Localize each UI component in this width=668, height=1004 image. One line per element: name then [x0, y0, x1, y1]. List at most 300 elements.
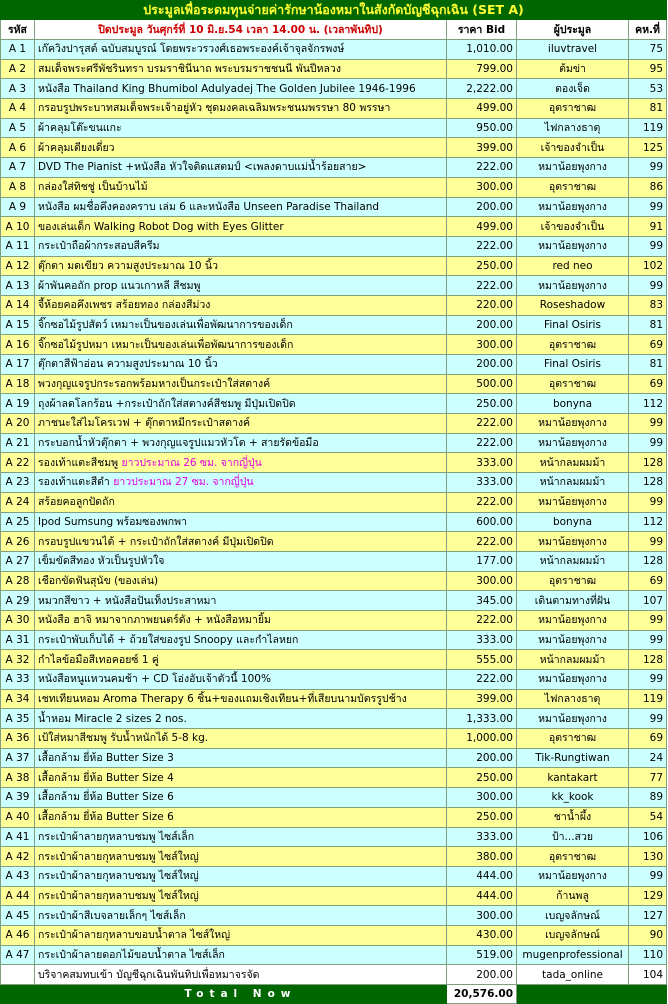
item-name: กระเป๋าผ้าลายกุหลาบขอบน้ำตาล ไซส์ใหญ่: [38, 929, 231, 942]
item-code: A 3: [1, 79, 35, 99]
comment-number: 95: [629, 59, 667, 79]
item-name: จิ๊กซอไม้รูปหมา เหมาะเป็นของเล่นเพื่อพัฒนาการของเด็ก: [38, 338, 294, 351]
item-code: A 23: [1, 473, 35, 493]
table-row: [1, 768, 667, 788]
bid-price: 250.00: [447, 768, 517, 788]
item-code: A 6: [1, 138, 35, 158]
bid-price: 200.00: [447, 748, 517, 768]
bid-price: 499.00: [447, 217, 517, 237]
item-description: [35, 512, 447, 532]
item-code: A 8: [1, 177, 35, 197]
item-description: [35, 158, 447, 178]
table-row: [1, 788, 667, 808]
item-name: พวงกุญแจรูปกระรอกพร้อมหางเป็นกระเป๋าใส่สตางค์: [38, 378, 271, 391]
item-code: A 11: [1, 236, 35, 256]
comment-number: 99: [629, 236, 667, 256]
item-code: [1, 965, 35, 985]
item-name: กระบอกน้ำหัวตุ๊กตา + พวงกุญแจรูปแมวหัวโต + สายรัดข้อมือ: [38, 437, 319, 450]
table-row: [1, 571, 667, 591]
item-code: A 30: [1, 610, 35, 630]
comment-number: 99: [629, 630, 667, 650]
table-row: [1, 965, 667, 985]
item-code: A 45: [1, 906, 35, 926]
item-description: [35, 906, 447, 926]
item-description: [35, 256, 447, 276]
item-code: A 44: [1, 886, 35, 906]
item-code: A 19: [1, 394, 35, 414]
comment-number: 54: [629, 807, 667, 827]
item-code: A 5: [1, 118, 35, 138]
item-code: A 32: [1, 650, 35, 670]
item-description: [35, 591, 447, 611]
bid-price: 799.00: [447, 59, 517, 79]
item-code: A 39: [1, 788, 35, 808]
comment-number: 104: [629, 965, 667, 985]
item-name: จี้ห้อยคอคึงเพชร สร้อยทอง กล่องสีม่วง: [38, 299, 211, 312]
table-row: [1, 138, 667, 158]
table-row: [1, 945, 667, 965]
item-description: [35, 551, 447, 571]
item-code: A 24: [1, 492, 35, 512]
item-code: A 35: [1, 709, 35, 729]
comment-number: 86: [629, 177, 667, 197]
table-row: [1, 177, 667, 197]
bidder-name: เบญจลักษณ์: [517, 925, 629, 945]
comment-number: 99: [629, 158, 667, 178]
bidder-name: หน้ากลมผมม้า: [517, 551, 629, 571]
table-row: [1, 118, 667, 138]
item-description: [35, 374, 447, 394]
table-row: [1, 886, 667, 906]
item-code: A 22: [1, 453, 35, 473]
table-row: [1, 925, 667, 945]
table-row: [1, 591, 667, 611]
comment-number: 112: [629, 512, 667, 532]
bidder-name: ก้านพลู: [517, 886, 629, 906]
item-name: เสื้อกล้าม ยี่ห้อ Butter Size 3: [38, 752, 174, 765]
bid-price: 222.00: [447, 433, 517, 453]
item-name: กระเป๋าผ้าลายกุหลาบชมพู ไซส์ใหญ่: [38, 889, 199, 902]
bid-price: 2,222.00: [447, 79, 517, 99]
bidder-name: อุตราชาฒ: [517, 374, 629, 394]
item-name: หมวกสีขาว + หนังสือปันเท็งประสาหมา: [38, 594, 217, 607]
table-row: [1, 433, 667, 453]
table-row: [1, 807, 667, 827]
table-row: [1, 473, 667, 493]
total-spacer: [1, 985, 35, 1004]
table-row: [1, 670, 667, 690]
table-row: [1, 79, 667, 99]
bidder-name: หน้ากลมผมม้า: [517, 473, 629, 493]
bid-price: 222.00: [447, 276, 517, 296]
comment-number: 90: [629, 925, 667, 945]
comment-number: 89: [629, 788, 667, 808]
table-row: [1, 689, 667, 709]
bid-price: 399.00: [447, 689, 517, 709]
bidder-name: เดินตามทางที่ฝัน: [517, 591, 629, 611]
item-description: [35, 768, 447, 788]
comment-number: 107: [629, 591, 667, 611]
bid-price: 380.00: [447, 847, 517, 867]
table-row: [1, 217, 667, 237]
bid-price: 222.00: [447, 492, 517, 512]
bid-price: 300.00: [447, 177, 517, 197]
item-name: กระเป๋าผ้าลายดอกไม้ขอบน้ำตาล ไซส์เล็ก: [38, 948, 225, 961]
item-code: A 27: [1, 551, 35, 571]
item-code: A 37: [1, 748, 35, 768]
item-description: [35, 965, 447, 985]
total-value: 20,576.00: [447, 985, 517, 1004]
bid-price: 333.00: [447, 453, 517, 473]
item-code: A 43: [1, 866, 35, 886]
table-row: [1, 453, 667, 473]
item-name: กระเป๋าผ้าลายกุหลาบชมพู ไซส์ใหญ่: [38, 850, 199, 863]
table-row: [1, 906, 667, 926]
bidder-name: ต้มข่า: [517, 59, 629, 79]
bid-price: 519.00: [447, 945, 517, 965]
item-description: [35, 40, 447, 60]
bidder-name: หมาน้อยพุงกาง: [517, 866, 629, 886]
item-description: [35, 355, 447, 375]
table-row: [1, 866, 667, 886]
comment-number: 75: [629, 40, 667, 60]
bidder-name: ไฟกลางธาตุ: [517, 118, 629, 138]
bid-price: 333.00: [447, 473, 517, 493]
item-description: [35, 827, 447, 847]
bidder-name: Tik-Rungtiwan: [517, 748, 629, 768]
table-row: [1, 276, 667, 296]
item-code: A 17: [1, 355, 35, 375]
item-name: เสื้อกล้าม ยี่ห้อ Butter Size 4: [38, 771, 174, 784]
item-description: [35, 335, 447, 355]
comment-number: 99: [629, 610, 667, 630]
bidder-name: อุตราชาฒ: [517, 99, 629, 119]
item-name: สร้อยคอลูกปัดถัก: [38, 496, 115, 509]
item-description: [35, 689, 447, 709]
item-name: DVD The Pianist +หนังสือ หัวใจติดแสตมป์ <เพลงดาบแม่น้ำร้อยสาย>: [38, 161, 367, 174]
comment-number: 129: [629, 886, 667, 906]
bidder-name: เจ้าของจำเป็น: [517, 217, 629, 237]
item-code: A 40: [1, 807, 35, 827]
table-row: [1, 610, 667, 630]
item-code: A 42: [1, 847, 35, 867]
bidder-name: bonyna: [517, 512, 629, 532]
comment-number: 128: [629, 473, 667, 493]
item-name: เก๊ควิงปารุสต์ ฉบับสมบูรณ์ โดยพระวรวงศ์เธอพระองค์เจ้าจุลจักรพงษ์: [38, 43, 345, 56]
header-code: รหัส: [1, 20, 35, 40]
bid-price: 250.00: [447, 807, 517, 827]
comment-number: 99: [629, 492, 667, 512]
bidder-name: หมาน้อยพุงกาง: [517, 158, 629, 178]
bidder-name: iluvtravel: [517, 40, 629, 60]
bid-price: 300.00: [447, 335, 517, 355]
bidder-name: Final Osiris: [517, 315, 629, 335]
bid-price: 300.00: [447, 906, 517, 926]
bidder-name: หมาน้อยพุงกาง: [517, 414, 629, 434]
item-code: A 34: [1, 689, 35, 709]
item-name: จิ๊กซอไม้รูปสัตว์ เหมาะเป็นของเล่นเพื่อพัฒนาการของเด็ก: [38, 318, 293, 331]
bid-price: 200.00: [447, 197, 517, 217]
item-code: A 18: [1, 374, 35, 394]
item-name: เสื้อกล้าม ยี่ห้อ Butter Size 6: [38, 811, 174, 824]
bidder-name: red neo: [517, 256, 629, 276]
comment-number: 99: [629, 532, 667, 552]
bid-price: 950.00: [447, 118, 517, 138]
bidder-name: หมาน้อยพุงกาง: [517, 610, 629, 630]
bidder-name: หมาน้อยพุงกาง: [517, 670, 629, 690]
item-description: [35, 630, 447, 650]
item-description: [35, 807, 447, 827]
header-price: ราคา Bid: [447, 20, 517, 40]
item-name: เชือกขัดฟันสุนัข (ของเล่น): [38, 574, 159, 587]
bidder-name: หน้ากลมผมม้า: [517, 453, 629, 473]
item-code: A 7: [1, 158, 35, 178]
bidder-name: kk_kook: [517, 788, 629, 808]
item-name: รองเท้าแตะสีชมพู: [38, 456, 119, 469]
item-name: เป้ใส่หมาสีชมพู รับน้ำหนักได้ 5-8 kg.: [38, 732, 209, 745]
item-description: [35, 709, 447, 729]
item-code: A 15: [1, 315, 35, 335]
item-name: ผ้าคลุมโต๊ะขนแกะ: [38, 122, 122, 135]
item-description: [35, 886, 447, 906]
bidder-name: ไฟกลางธาตุ: [517, 689, 629, 709]
table-row: [1, 158, 667, 178]
bid-price: 300.00: [447, 571, 517, 591]
auction-rows: [1, 40, 667, 985]
comment-number: 119: [629, 118, 667, 138]
bid-price: 222.00: [447, 158, 517, 178]
table-row: [1, 847, 667, 867]
item-description: [35, 414, 447, 434]
bid-price: 500.00: [447, 374, 517, 394]
item-name: ผ้าคลุมเตียงเดี่ยว: [38, 141, 115, 154]
bidder-name: เจ้าของจำเป็น: [517, 138, 629, 158]
comment-number: 110: [629, 945, 667, 965]
bid-price: 200.00: [447, 965, 517, 985]
item-name: รองเท้าแตะสีดำ: [38, 476, 110, 489]
table-row: [1, 236, 667, 256]
item-name: กระเป๋าผ้าสีเบจลายเล็กๆ ไซส์เล็ก: [38, 909, 186, 922]
comment-number: 69: [629, 335, 667, 355]
bidder-name: หน้ากลมผมม้า: [517, 650, 629, 670]
bidder-name: Roseshadow: [517, 295, 629, 315]
comment-number: 99: [629, 866, 667, 886]
item-code: A 47: [1, 945, 35, 965]
table-row: [1, 532, 667, 552]
item-name: กระเป๋าถือผ้ากระสอบสีครีม: [38, 240, 160, 253]
bidder-name: mugenprofessional: [517, 945, 629, 965]
bid-price: 177.00: [447, 551, 517, 571]
bidder-name: bonyna: [517, 394, 629, 414]
comment-number: 125: [629, 138, 667, 158]
item-description: [35, 650, 447, 670]
comment-number: 24: [629, 748, 667, 768]
item-description: [35, 847, 447, 867]
item-description: [35, 729, 447, 749]
item-description: [35, 788, 447, 808]
item-description: [35, 866, 447, 886]
total-row: [1, 985, 667, 1004]
table-row: [1, 709, 667, 729]
item-code: A 38: [1, 768, 35, 788]
bidder-name: อุตราชาฒ: [517, 847, 629, 867]
table-row: [1, 99, 667, 119]
header-closing-time: ปิดประมูล วันศุกร์ที่ 10 มิ.ย.54 เวลา 14.00 น. (เวลาพันทิป): [35, 20, 447, 40]
table-row: [1, 374, 667, 394]
table-row: [1, 630, 667, 650]
bidder-name: อุตราชาฒ: [517, 335, 629, 355]
comment-number: 106: [629, 827, 667, 847]
bidder-name: อุตราชาฒ: [517, 729, 629, 749]
item-name: ตุ๊กตา มดเขียว ความสูงประมาณ 10 นิ้ว: [38, 259, 219, 272]
comment-number: 99: [629, 433, 667, 453]
bid-price: 222.00: [447, 610, 517, 630]
header-row: [1, 20, 667, 40]
title-row: [1, 1, 667, 20]
item-code: A 2: [1, 59, 35, 79]
item-description: [35, 99, 447, 119]
item-name: กรอบรูปแขวนได้ + กระเป๋าถักใส่สตางค์ มีปุ่มเปิดปิด: [38, 535, 274, 548]
item-code: A 36: [1, 729, 35, 749]
item-description: [35, 177, 447, 197]
item-name: กล่องใส่ทิชชู่ เป็นบ้านไม้: [38, 181, 148, 194]
item-description: [35, 138, 447, 158]
bid-price: 1,010.00: [447, 40, 517, 60]
item-name: ตุ๊กตาสีฟ้าอ่อน ความสูงประมาณ 10 นิ้ว: [38, 358, 218, 371]
bidder-name: หมาน้อยพุงกาง: [517, 236, 629, 256]
item-description: [35, 492, 447, 512]
comment-number: 81: [629, 355, 667, 375]
item-name: เสื้อกล้าม ยี่ห้อ Butter Size 6: [38, 791, 174, 804]
bid-price: 200.00: [447, 355, 517, 375]
table-row: [1, 355, 667, 375]
comment-number: 127: [629, 906, 667, 926]
item-name: ของเล่นเด็ก Walking Robot Dog with Eyes Glitter: [38, 220, 284, 233]
item-code: A 21: [1, 433, 35, 453]
bid-price: 444.00: [447, 886, 517, 906]
item-description: [35, 79, 447, 99]
item-code: A 46: [1, 925, 35, 945]
item-name: สมเด็จพระศรีพัชรินทรา บรมราชินีนาถ พระบรมราชชนนี พันปีหลวง: [38, 63, 341, 76]
item-description: [35, 925, 447, 945]
comment-number: 81: [629, 99, 667, 119]
bidder-name: ชาน้ำผึ้ง: [517, 807, 629, 827]
item-code: A 14: [1, 295, 35, 315]
bidder-name: หมาน้อยพุงกาง: [517, 433, 629, 453]
bidder-name: อุตราชาฒ: [517, 177, 629, 197]
header-comment-number: คห.ที่: [629, 20, 667, 40]
table-row: [1, 256, 667, 276]
item-code: A 13: [1, 276, 35, 296]
item-name: ภาชนะใส่ไมโครเวฟ + ตุ๊กตาหมีกระเป๋าสตางค์: [38, 417, 250, 430]
item-name: หนังสือหนูแหวนคมช้า + CD โอ่งอับเจ้าตัวนี้ 100%: [38, 673, 271, 686]
item-description: [35, 453, 447, 473]
comment-number: 99: [629, 414, 667, 434]
item-name: หนังสือ ผมชื่อคึงคองคราบ เล่ม 6 และหนังสือ Unseen Paradise Thailand: [38, 200, 380, 213]
item-description: [35, 433, 447, 453]
item-name: หนังสือ Thailand King Bhumibol Adulyadej The Golden Jubilee 1946-1996: [38, 82, 416, 95]
table-row: [1, 650, 667, 670]
item-description: [35, 532, 447, 552]
bid-price: 1,000.00: [447, 729, 517, 749]
item-name: กระเป๋าผ้าลายกุหลาบชมพู ไซส์เล็ก: [38, 830, 195, 843]
bid-price: 222.00: [447, 532, 517, 552]
item-note: ยาวประมาณ 26 ซม. จากญี่ปุ่น: [121, 456, 262, 469]
bidder-name: Final Osiris: [517, 355, 629, 375]
item-code: A 29: [1, 591, 35, 611]
table-row: [1, 40, 667, 60]
item-description: [35, 945, 447, 965]
bid-price: 250.00: [447, 394, 517, 414]
bid-price: 300.00: [447, 788, 517, 808]
item-code: A 33: [1, 670, 35, 690]
comment-number: 112: [629, 394, 667, 414]
item-name: บริจาคสมทบเข้า บัญชีฉุกเฉินพันทิปเพื่อหมาจรจัด: [38, 968, 260, 981]
bidder-name: หมาน้อยพุงกาง: [517, 492, 629, 512]
item-code: A 41: [1, 827, 35, 847]
bidder-name: หมาน้อยพุงกาง: [517, 709, 629, 729]
bidder-name: เบญจลักษณ์: [517, 906, 629, 926]
item-name: กระเป๋าผ้าลายกุหลาบชมพู ไซส์ใหญ่: [38, 870, 199, 883]
item-description: [35, 118, 447, 138]
bid-price: 499.00: [447, 99, 517, 119]
item-code: A 25: [1, 512, 35, 532]
table-row: [1, 394, 667, 414]
comment-number: 69: [629, 374, 667, 394]
comment-number: 128: [629, 650, 667, 670]
comment-number: 99: [629, 197, 667, 217]
table-row: [1, 335, 667, 355]
table-row: [1, 59, 667, 79]
bid-price: 333.00: [447, 630, 517, 650]
item-description: [35, 394, 447, 414]
item-description: [35, 236, 447, 256]
bid-price: 555.00: [447, 650, 517, 670]
bid-price: 444.00: [447, 866, 517, 886]
table-row: [1, 197, 667, 217]
bid-price: 222.00: [447, 414, 517, 434]
item-code: A 10: [1, 217, 35, 237]
item-code: A 4: [1, 99, 35, 119]
comment-number: 53: [629, 79, 667, 99]
table-row: [1, 827, 667, 847]
comment-number: 77: [629, 768, 667, 788]
comment-number: 99: [629, 276, 667, 296]
item-name: กำไลข้อมือสีเทอคอยซ์ 1 คู่: [38, 653, 159, 666]
item-code: A 9: [1, 197, 35, 217]
comment-number: 102: [629, 256, 667, 276]
comment-number: 128: [629, 453, 667, 473]
bid-price: 250.00: [447, 256, 517, 276]
bidder-name: tada_online: [517, 965, 629, 985]
bidder-name: kantakart: [517, 768, 629, 788]
item-name: น้ำหอม Miracle 2 sizes 2 nos.: [38, 712, 187, 725]
comment-number: 99: [629, 670, 667, 690]
item-description: [35, 59, 447, 79]
bidder-name: อุตราชาฒ: [517, 571, 629, 591]
bidder-name: ป้า...สวย: [517, 827, 629, 847]
comment-number: 91: [629, 217, 667, 237]
item-name: ผ้าพันคอถัก prop แนวเกาหลี สีชมพู: [38, 279, 201, 292]
item-description: [35, 217, 447, 237]
comment-number: 130: [629, 847, 667, 867]
item-description: [35, 197, 447, 217]
item-name: เข็มขัดสีทอง หัวเป็นรูปหัวใจ: [38, 555, 165, 568]
table-row: [1, 492, 667, 512]
bidder-name: หมาน้อยพุงกาง: [517, 532, 629, 552]
table-row: [1, 748, 667, 768]
item-code: A 16: [1, 335, 35, 355]
